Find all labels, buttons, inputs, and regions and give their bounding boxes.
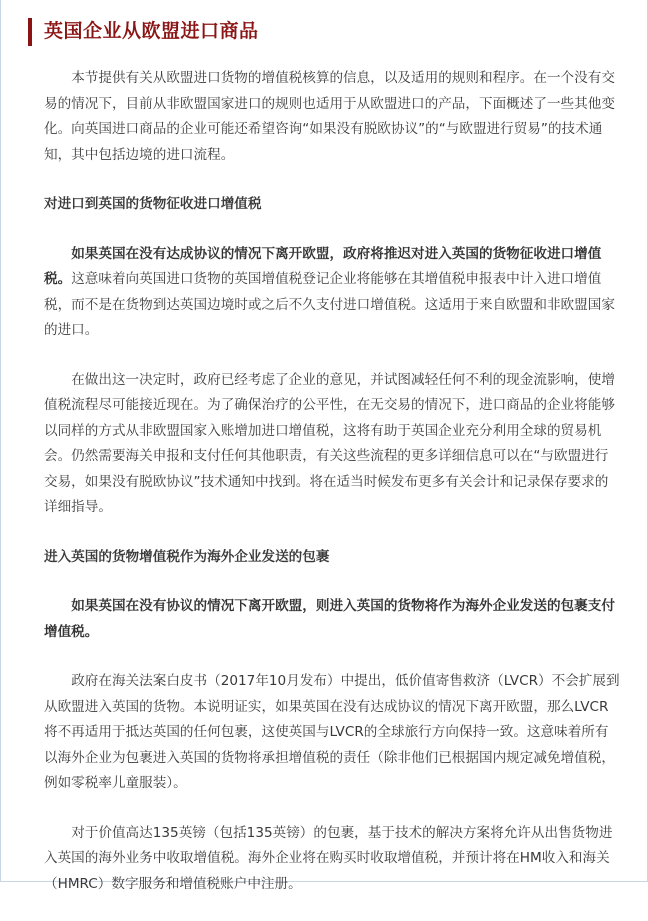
article-body bbox=[44, 66, 621, 921]
bold-lead: 如果英国在没有达成协议的情况下离开欧盟，政府将推迟对进入英国的货物征收进口增值税。 bbox=[44, 245, 602, 287]
paragraph-parcels-vat bbox=[44, 594, 621, 645]
paragraph-text: 这意味着向英国进口货物的英国增值税登记企业将能够在其增值税申报表中计入进口增值税，而不是在货物到达英国边境时或之后不久支付进口增值税。这适用于来自欧盟和非欧盟国家的进口。 bbox=[44, 271, 615, 338]
paragraph-lvcr: 政府在海关法案白皮书（2017年10月发布）中提出，低价值寄售救济（LVCR）不会扩展到从欧盟进入英国的货物。本说明证实，如果英国在没有达成协议的情况下离开欧盟，那么LVCR将不再适用于抵达英国的任何包裹，这使英国与LVCR的全球旅行方向保持一致。这意味着所有以海外企业为包裹进入英国的货物将承担增值税的责任（除非他们已根据国内规定减免增值税，例如零税率儿童服装）。 bbox=[44, 673, 620, 791]
paragraph-intro: 本节提供有关从欧盟进口货物的增值税核算的信息，以及适用的规则和程序。在一个没有交易的情况下，目前从非欧盟国家进口的规则也适用于从欧盟进口的产品，下面概述了一些其他变化。向英国进口商品的企业可能还希望咨询“如果没有脱欧协议”的“与欧盟进行贸易”的技术通知，其中包括边境的进口流程。 bbox=[44, 70, 615, 163]
title-accent-bar bbox=[28, 18, 32, 46]
paragraph-135-pounds: 对于价值高达135英镑（包括135英镑）的包裹，基于技术的解决方案将允许从出售货物进入英国的海外业务中收取增值税。海外企业将在购买时收取增值税，并预计将在HM收入和海关（HMRC）数字服务和增值税账户中注册。 bbox=[44, 824, 613, 892]
section-heading-import-vat: 对进口到英国的货物征收进口增值税 bbox=[44, 196, 262, 212]
paragraph-decision: 在做出这一决定时，政府已经考虑了企业的意见，并试图减轻任何不利的现金流影响，使增值税流程尽可能接近现在。为了确保治疗的公平性，在无交易的情况下，进口商品的企业将能够以同样的方式从非欧盟国家入账增加进口增值税，这将有助于英国企业充分利用全球的贸易机会。仍然需要海关申报和支付任何其他职责，有关这些流程的更多详细信息可以在“与欧盟进行交易，如果没有脱欧协议”技术通知中找到。将在适当时候发布更多有关会计和记录保存要求的详细指导。 bbox=[44, 371, 615, 515]
paragraph-postponed-vat bbox=[44, 242, 621, 344]
bold-lead: 如果英国在没有协议的情况下离开欧盟，则进入英国的货物将作为海外企业发送的包裹支付增值税。 bbox=[44, 598, 615, 640]
article-title: 英国企业从欧盟进口商品 bbox=[44, 20, 259, 42]
section-heading-parcels: 进入英国的货物增值税作为海外企业发送的包裹 bbox=[44, 548, 330, 565]
